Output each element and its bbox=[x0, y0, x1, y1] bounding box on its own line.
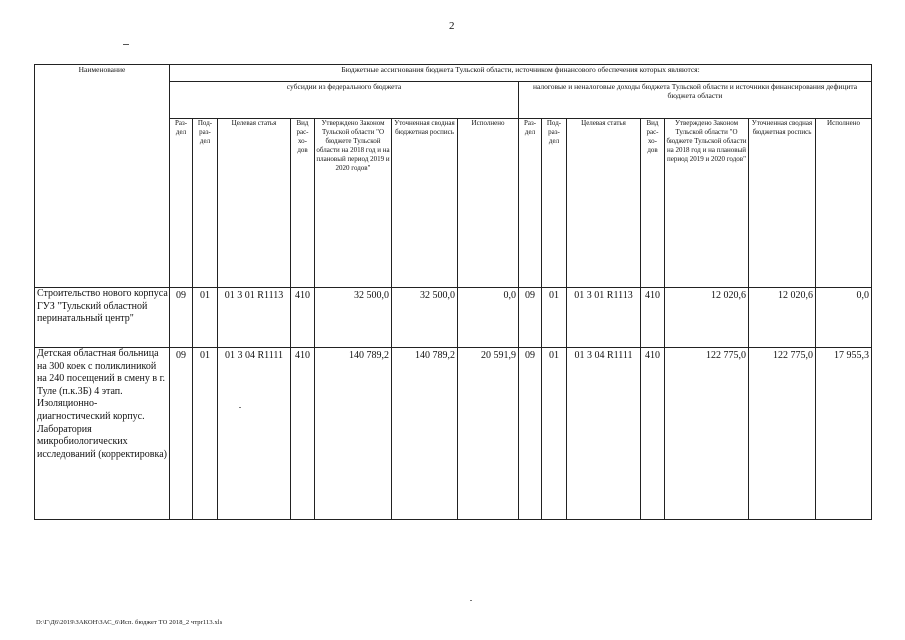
fed-article: 01 3 01 R1113 bbox=[218, 288, 291, 348]
fed-col-vid: Вид рас- хо- дов bbox=[291, 119, 315, 288]
fed-podrazdel: 01 bbox=[193, 288, 218, 348]
reg-razdel: 09 bbox=[519, 288, 542, 348]
fed-col-article: Целевая статья bbox=[218, 119, 291, 288]
reg-vid: 410 bbox=[641, 348, 665, 520]
fed-podrazdel: 01 bbox=[193, 348, 218, 520]
fed-approved: 32 500,0 bbox=[315, 288, 392, 348]
reg-article: 01 3 01 R1113 bbox=[567, 288, 641, 348]
fed-col-approved: Утверждено Законом Тульской области "О бюджете Тульской области на 2018 год и на плановый период 2019 и 2020 годов" bbox=[315, 119, 392, 288]
row-name: Детская областная больница на 300 коек с поликлиникой на 240 посещений в смену в г. Туле (п.к.3Б) 4 этап. Изоляционно-диагностический корпус. Лаборатория микробиологических исследований (корректировка) bbox=[35, 348, 170, 520]
reg-refined: 122 775,0 bbox=[749, 348, 816, 520]
fed-article: 01 3 04 R1111 bbox=[218, 348, 291, 520]
reg-executed: 0,0 bbox=[816, 288, 872, 348]
reg-col-executed: Исполнено bbox=[816, 119, 872, 288]
fed-col-razdel: Раз- дел bbox=[170, 119, 193, 288]
header-row-top bbox=[35, 65, 872, 82]
reg-col-refined: Уточненная сводная бюджетная роспись bbox=[749, 119, 816, 288]
fed-razdel: 09 bbox=[170, 288, 193, 348]
reg-approved: 122 775,0 bbox=[665, 348, 749, 520]
scan-speck bbox=[239, 407, 241, 408]
header-name: Наименование bbox=[35, 65, 170, 288]
header-top: Бюджетные ассигнования бюджета Тульской области, источником финансового обеспечения которых являются: bbox=[170, 65, 872, 82]
fed-vid: 410 bbox=[291, 288, 315, 348]
row-name: Строительство нового корпуса ГУЗ "Тульский областной перинатальный центр" bbox=[35, 288, 170, 348]
fed-col-refined: Уточненная сводная бюджетная роспись bbox=[392, 119, 458, 288]
reg-executed: 17 955,3 bbox=[816, 348, 872, 520]
reg-col-approved: Утверждено Законом Тульской области "О бюджете Тульской области на 2018 год и на плановый период 2019 и 2020 годов" bbox=[665, 119, 749, 288]
page-number: 2 bbox=[449, 20, 455, 32]
file-path-footer: D:\Г\Д6\2019\ЗАКОН\ЗАС_6\Исп. бюджет ТО 2018_2 чтpr113.xls bbox=[36, 619, 223, 626]
table-row bbox=[35, 288, 872, 348]
scan-mark bbox=[123, 44, 129, 45]
scan-speck bbox=[470, 600, 472, 601]
fed-approved: 140 789,2 bbox=[315, 348, 392, 520]
reg-article: 01 3 04 R1111 bbox=[567, 348, 641, 520]
fed-executed: 0,0 bbox=[458, 288, 519, 348]
fed-col-executed: Исполнено bbox=[458, 119, 519, 288]
reg-col-razdel: Раз- дел bbox=[519, 119, 542, 288]
reg-col-article: Целевая статья bbox=[567, 119, 641, 288]
reg-refined: 12 020,6 bbox=[749, 288, 816, 348]
fed-razdel: 09 bbox=[170, 348, 193, 520]
budget-table bbox=[34, 64, 872, 520]
reg-razdel: 09 bbox=[519, 348, 542, 520]
header-group-regional: налоговые и неналоговые доходы бюджета Тульской области и источники финансирования дефицита бюджета области bbox=[519, 82, 872, 119]
fed-refined: 32 500,0 bbox=[392, 288, 458, 348]
fed-col-podrazdel: Под- раз- дел bbox=[193, 119, 218, 288]
table-row bbox=[35, 348, 872, 520]
reg-podrazdel: 01 bbox=[542, 348, 567, 520]
reg-col-podrazdel: Под- раз- дел bbox=[542, 119, 567, 288]
reg-approved: 12 020,6 bbox=[665, 288, 749, 348]
reg-col-vid: Вид рас- хо- дов bbox=[641, 119, 665, 288]
fed-refined: 140 789,2 bbox=[392, 348, 458, 520]
fed-executed: 20 591,9 bbox=[458, 348, 519, 520]
header-group-federal: субсидии из федерального бюджета bbox=[170, 82, 519, 119]
reg-podrazdel: 01 bbox=[542, 288, 567, 348]
reg-vid: 410 bbox=[641, 288, 665, 348]
fed-vid: 410 bbox=[291, 348, 315, 520]
